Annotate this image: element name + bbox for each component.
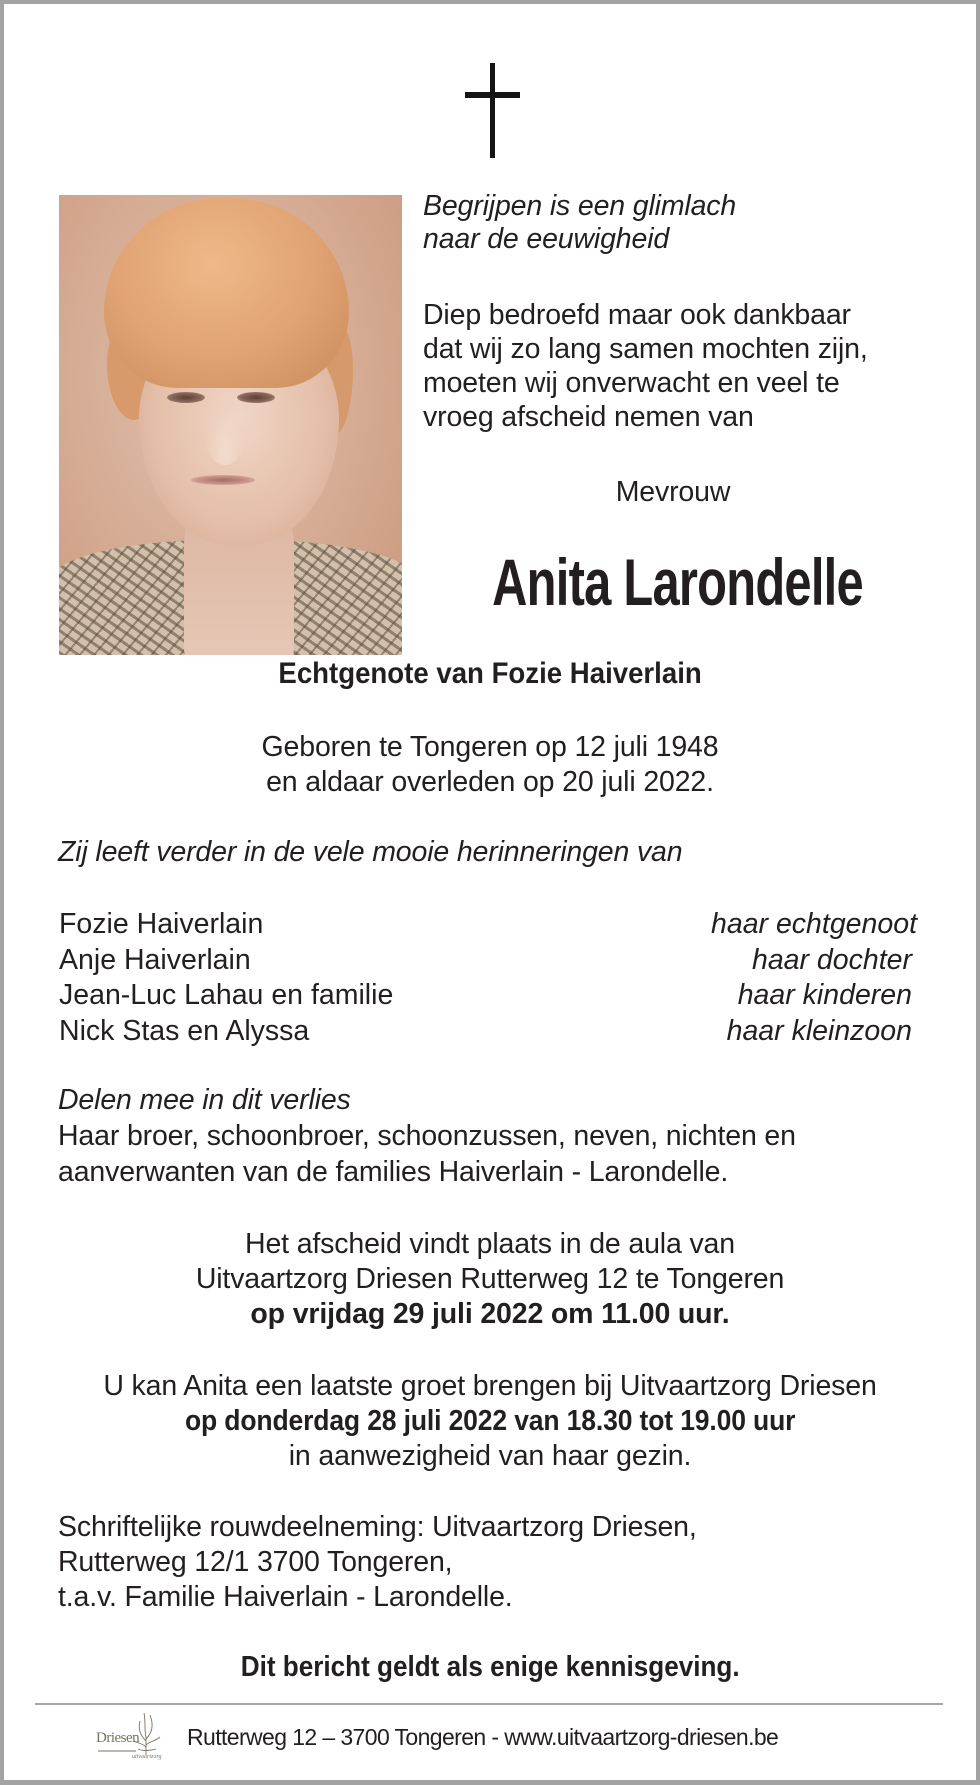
relative-row [59, 978, 917, 1014]
relative-relation: haar kinderen [737, 979, 912, 1011]
photo-eye-left [167, 392, 205, 403]
deceased-name: Anita Larondelle [492, 545, 864, 619]
closing-block [40, 1650, 940, 1685]
relative-relation: haar echtgenoot [711, 908, 917, 940]
spouse-line: Echtgenote van Fozie Haiverlain [278, 657, 702, 690]
poem-line: Begrijpen is een glimlach [423, 190, 737, 222]
relative-row [59, 907, 917, 943]
farewell-line: Het afscheid vindt plaats in de aula van [245, 1228, 735, 1260]
relative-row [59, 943, 917, 979]
relative-relation: haar dochter [751, 943, 912, 976]
footer-address: Rutterweg 12 – 3700 Tongeren - www.uitvaartzorg-driesen.be [187, 1724, 779, 1750]
intro-line: vroeg afscheid nemen van [423, 401, 754, 433]
sharing-heading: Delen mee in dit verlies [58, 1084, 351, 1116]
photo-mouth [191, 475, 255, 485]
spouse-line-block [40, 656, 940, 692]
sharing-line: aanverwanten van de families Haiverlain - Larondelle. [58, 1156, 729, 1188]
footer-divider [35, 1703, 943, 1705]
closing-statement: Dit bericht geldt als enige kennisgeving. [240, 1651, 740, 1683]
visitation-line: in aanwezigheid van haar gezin. [288, 1440, 692, 1472]
deceased-name-block [423, 547, 933, 617]
intro-line: dat wij zo lang samen mochten zijn, [423, 333, 868, 365]
relative-name: Nick Stas en Alyssa [59, 1014, 310, 1047]
visitation-block [40, 1369, 940, 1474]
portrait-photo [59, 195, 402, 655]
sharing-block [58, 1082, 796, 1190]
relative-relation: haar kleinzoon [726, 1014, 912, 1047]
poem-line: naar de eeuwigheid [423, 223, 670, 255]
relative-name: Fozie Haiverlain [59, 908, 264, 940]
condolences-line: t.a.v. Familie Haiverlain - Larondelle. [58, 1581, 513, 1613]
honorific: Mevrouw [615, 476, 731, 508]
visitation-line: U kan Anita een laatste groet brengen bij Uitvaartzorg Driesen [103, 1370, 877, 1402]
birth-line: Geboren te Tongeren op 12 juli 1948 [261, 731, 719, 763]
visitation-datetime-block [40, 1404, 940, 1439]
farewell-datetime: op vrijdag 29 juli 2022 om 11.00 uur. [250, 1298, 730, 1330]
intro-text [423, 298, 868, 434]
tree-logo-icon [90, 1711, 166, 1761]
life-dates [40, 730, 940, 800]
condolences-line: Schriftelijke rouwdeelneming: Uitvaartzorg Driesen, [58, 1511, 697, 1543]
visitation-datetime: op donderdag 28 juli 2022 van 18.30 tot 19.00 uur [184, 1405, 796, 1437]
relative-row [59, 1014, 917, 1050]
intro-line: moeten wij onverwacht en veel te [423, 367, 840, 399]
cross-horizontal-bar [465, 92, 520, 98]
photo-nose [205, 410, 245, 465]
poem [423, 190, 736, 256]
condolences-line: Rutterweg 12/1 3700 Tongeren, [58, 1546, 453, 1578]
relative-name: Jean-Luc Lahau en familie [59, 979, 394, 1011]
death-line: en aldaar overleden op 20 juli 2022. [266, 766, 714, 798]
farewell-block [40, 1227, 940, 1332]
svg-text:uitvaartzorg: uitvaartzorg [132, 1754, 162, 1760]
svg-text:Driesen: Driesen [96, 1730, 140, 1746]
memories-intro: Zij leeft verder in de vele mooie herinneringen van [58, 836, 683, 868]
photo-eye-right [237, 392, 275, 403]
farewell-line: Uitvaartzorg Driesen Rutterweg 12 te Tongeren [195, 1263, 785, 1295]
condolences-block [58, 1510, 697, 1615]
photo-hair [104, 198, 349, 388]
cross-vertical-bar [490, 63, 495, 158]
driesen-logo [90, 1711, 166, 1761]
sharing-line: Haar broer, schoonbroer, schoonzussen, neven, nichten en [58, 1120, 796, 1152]
relative-name: Anje Haiverlain [59, 943, 251, 976]
intro-line: Diep bedroefd maar ook dankbaar [423, 299, 851, 331]
